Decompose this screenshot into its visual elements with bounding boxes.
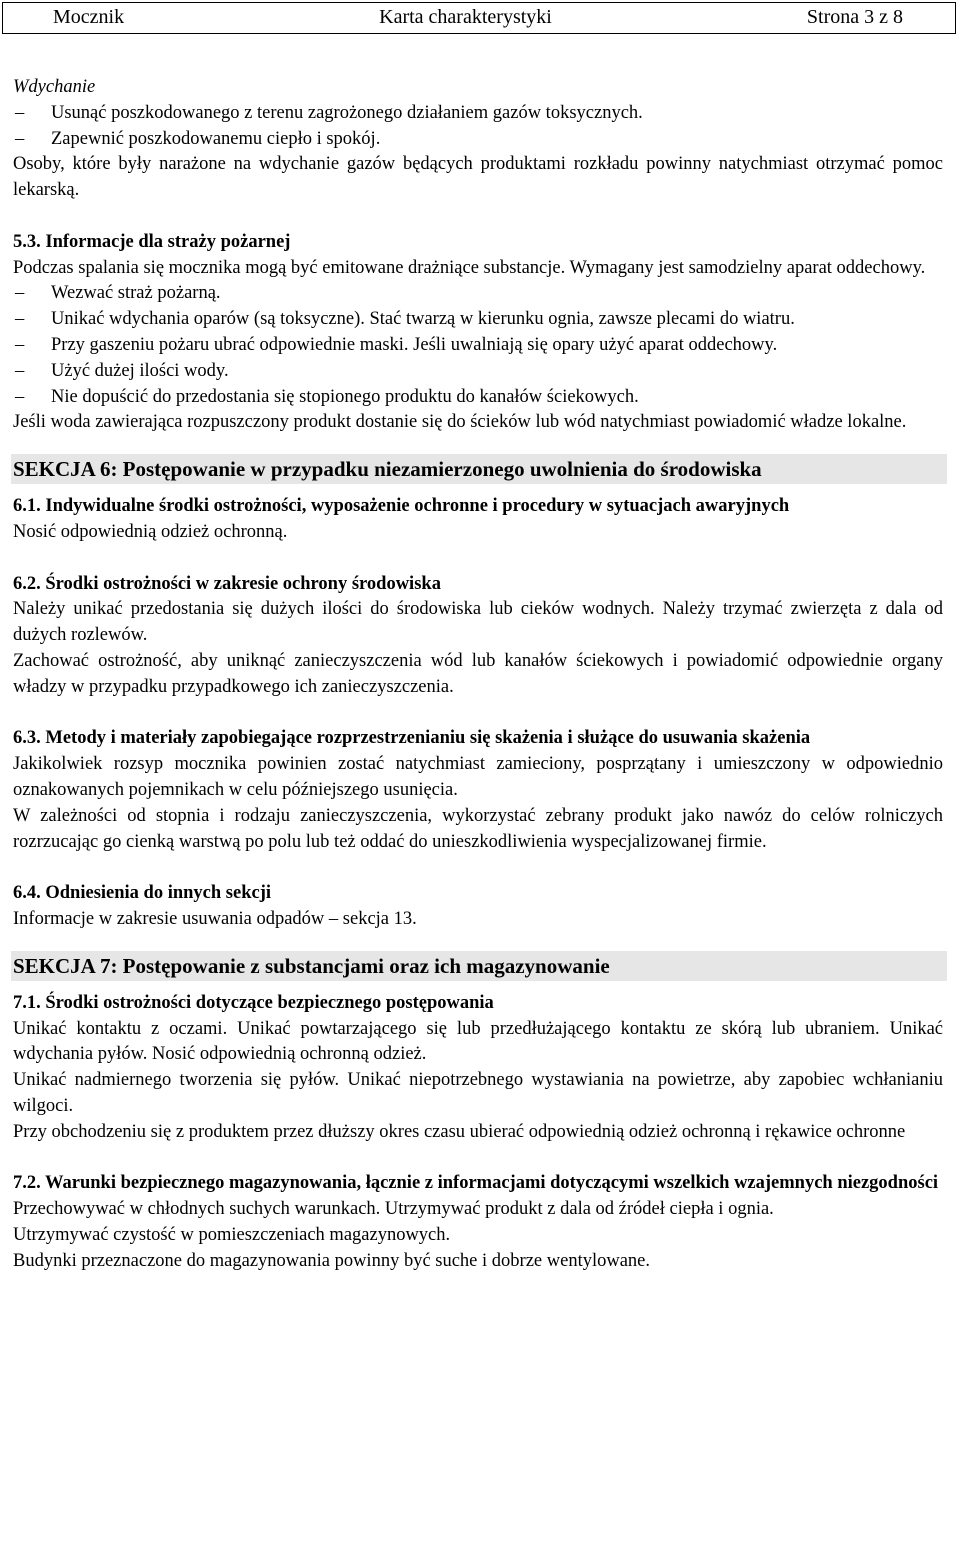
bullet-dash: –: [15, 360, 25, 381]
bullet-item: – Wezwać straż pożarną.: [13, 281, 943, 307]
heading-6-4: 6.4. Odniesienia do innych sekcji: [13, 883, 272, 904]
bullet-item: – Unikać wdychania oparów (są toksyczne). Stać twarzą w kierunku ognia, zawsze plecami do wiatru.: [13, 307, 943, 333]
heading-6-2: 6.2. Środki ostrożności w zakresie ochrony środowiska: [13, 573, 441, 594]
inhalation-heading: Wdychanie: [13, 77, 96, 97]
text-7-1-b: Unikać nadmiernego tworzenia się pyłów. Unikać niepotrzebnego wystawiania na powietrze, aby zapobiec wchłanianiu wilgoci.: [13, 1070, 943, 1116]
heading-7-1: 7.1. Środki ostrożności dotyczące bezpiecznego postępowania: [13, 992, 494, 1013]
heading-5-3: 5.3. Informacje dla straży pożarnej: [13, 231, 291, 252]
page-header: [2, 2, 956, 34]
bullet-item: – Nie dopuścić do przedostania się stopionego produktu do kanałów ściekowych.: [13, 385, 943, 411]
fire-text-2: Jeśli woda zawierająca rozpuszczony produkt dostanie się do ścieków lub wód natychmiast powiadomić władze lokalne.: [13, 412, 907, 433]
text-7-1-a: Unikać kontaktu z oczami. Unikać powtarzającego się lub przedłużającego kontaktu ze skórą lub ubraniem. Unikać wdychania pyłów. Nosić odpowiednią ochronną odzież.: [13, 1018, 943, 1065]
text-6-3-a: Jakikolwiek rozsyp mocznika powinien zostać natychmiast zamieciony, posprzątany i umieszczony w odpowiednio oznakowanych pojemnikach w celu późniejszego usunięcia.: [13, 754, 943, 800]
text-6-1: Nosić odpowiednią odzież ochronną.: [13, 521, 288, 542]
bullet-dash: –: [15, 283, 25, 304]
document-body: [13, 75, 943, 1274]
text-6-4: Informacje w zakresie usuwania odpadów – sekcja 13.: [13, 908, 417, 929]
text-7-1-c: Przy obchodzeniu się z produktem przez dłuższy okres czasu ubierać odpowiednią odzież ochronną i rękawice ochronne: [13, 1121, 906, 1142]
section-7-title: SEKCJA 7: Postępowanie z substancjami oraz ich magazynowanie: [11, 951, 947, 981]
bullet-item: – Przy gaszeniu pożaru ubrać odpowiednie maski. Jeśli uwalniają się opary użyć aparat oddechowy.: [13, 333, 943, 359]
section-6-title: SEKCJA 6: Postępowanie w przypadku niezamierzonego uwolnienia do środowiska: [11, 454, 947, 484]
text-6-2-b: Zachować ostrożność, aby uniknąć zanieczyszczenia wód lub kanałów ściekowych i powiadomić odpowiednie organy władzy w przypadku przypadkowego ich zanieczyszczenia.: [13, 650, 943, 697]
text-7-2-c: Budynki przeznaczone do magazynowania powinny być suche i dobrze wentylowane.: [13, 1250, 651, 1271]
bullet-item: – Usunąć poszkodowanego z terenu zagrożonego działaniem gazów toksycznych.: [13, 101, 943, 127]
bullet-item: – Użyć dużej ilości wody.: [13, 359, 943, 385]
bullet-dash: –: [15, 334, 25, 355]
heading-7-2: 7.2. Warunki bezpiecznego magazynowania, łącznie z informacjami dotyczącymi wszelkich wzajemnych niezgodności: [13, 1173, 939, 1194]
fire-text: Podczas spalania się mocznika mogą być emitowane drażniące substancje. Wymagany jest samodzielny aparat oddechowy.: [13, 257, 926, 278]
bullet-dash: –: [15, 386, 25, 407]
text-7-2-b: Utrzymywać czystość w pomieszczeniach magazynowych.: [13, 1224, 451, 1245]
text-6-3-b: W zależności od stopnia i rodzaju zanieczyszczenia, wykorzystać zebrany produkt jako nawóz do celów rolniczych rozrzucając go cienką warstwą po polu lub też oddać do unieszkodliwienia wyspecjalizowanej firmie.: [13, 805, 943, 852]
heading-6-3: 6.3. Metody i materiały zapobiegające rozprzestrzenianiu się skażenia i służące do usuwania skażenia: [13, 728, 811, 749]
bullet-item: – Zapewnić poszkodowanemu ciepło i spokój.: [13, 127, 943, 153]
text-6-2-a: Należy unikać przedostania się dużych ilości do środowiska lub cieków wodnych. Należy trzymać zwierzęta z dala od dużych rozlewów.: [13, 599, 943, 646]
header-document-title: Karta charakterystyki: [379, 6, 552, 29]
header-page-number: Strona 3 z 8: [806, 6, 903, 29]
bullet-dash: –: [15, 128, 25, 149]
text-7-2-a: Przechowywać w chłodnych suchych warunkach. Utrzymywać produkt z dala od źródeł ciepła i ognia.: [13, 1199, 774, 1220]
inhalation-text: Osoby, które były narażone na wdychanie gazów będących produktami rozkładu powinny natychmiast otrzymać pomoc lekarską.: [13, 154, 943, 201]
heading-6-1: 6.1. Indywidualne środki ostrożności, wyposażenie ochronne i procedury w sytuacjach awaryjnych: [13, 496, 790, 517]
bullet-dash: –: [15, 102, 25, 123]
bullet-dash: –: [15, 309, 25, 330]
header-product-name: Mocznik: [53, 6, 125, 29]
